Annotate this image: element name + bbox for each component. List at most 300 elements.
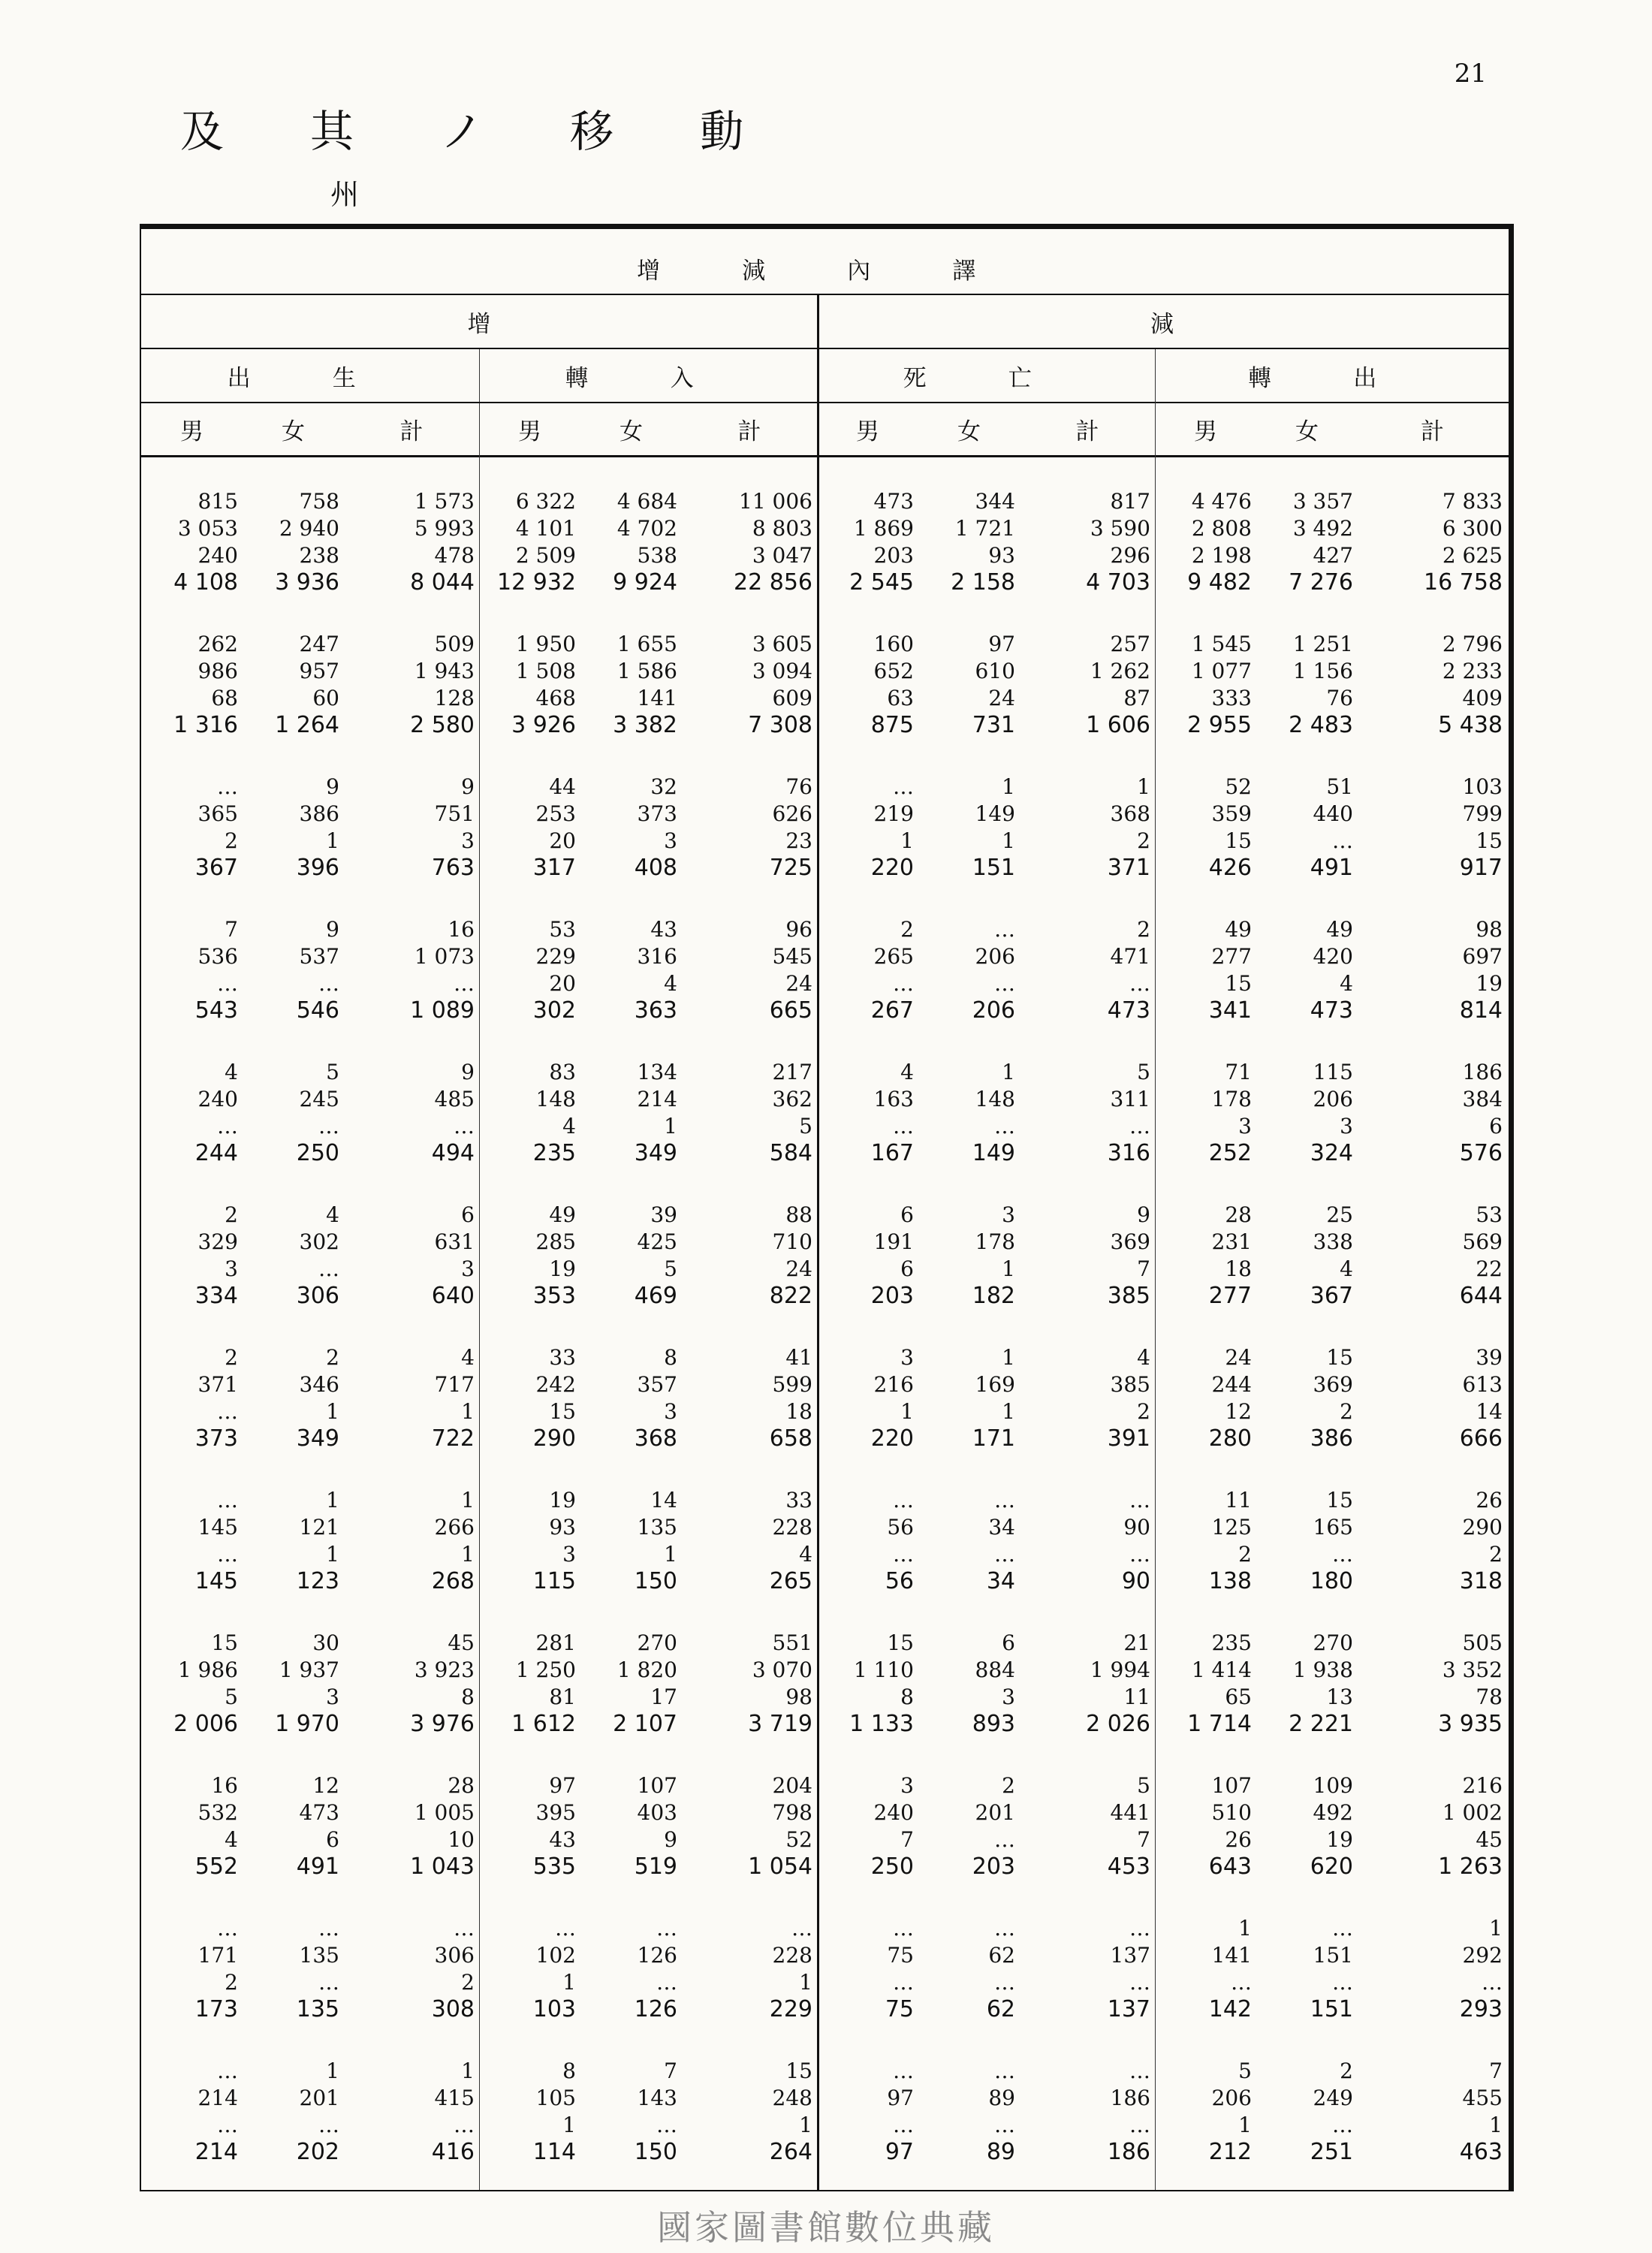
table-cell: 1 937 <box>279 1657 339 1682</box>
table-row-group <box>141 1060 1509 1202</box>
table-cell: 1 251 <box>1292 632 1353 656</box>
table-cell: 138 <box>1208 1568 1252 1594</box>
table-cell: … <box>217 774 238 799</box>
table-cell: 290 <box>1462 1515 1503 1540</box>
table-cell: 1 110 <box>853 1657 914 1682</box>
table-cell: 357 <box>637 1372 677 1397</box>
header-total: 計 <box>399 418 424 445</box>
table-cell: 89 <box>988 2086 1015 2110</box>
table-cell: 52 <box>1225 774 1252 799</box>
table-cell: 306 <box>434 1943 475 1968</box>
table-cell: … <box>656 1970 677 1995</box>
table-cell: … <box>994 1970 1015 1995</box>
table-cell: 469 <box>634 1283 677 1309</box>
table-cell: 3 936 <box>275 569 339 596</box>
table-cell: 145 <box>197 1515 238 1540</box>
table-cell: 2 <box>225 1970 238 1995</box>
table-cell: 509 <box>434 632 475 656</box>
table-cell: 206 <box>1313 1087 1353 1111</box>
table-cell: 121 <box>299 1515 339 1540</box>
table-cell: 599 <box>772 1372 812 1397</box>
table-cell: 252 <box>1208 1140 1252 1166</box>
table-cell: … <box>1332 828 1353 853</box>
table-cell: 10 <box>448 1827 475 1852</box>
table-cell: 308 <box>431 1996 475 2022</box>
table-cell: 875 <box>870 712 914 738</box>
table-cell: 97 <box>887 2086 914 2110</box>
table-cell: 281 <box>535 1630 576 1655</box>
divider <box>479 349 480 402</box>
table-cell: 270 <box>637 1630 677 1655</box>
table-cell: 2 580 <box>410 712 475 738</box>
table-row <box>141 516 1509 541</box>
table-cell: … <box>994 1827 1015 1852</box>
table-cell: 346 <box>299 1372 339 1397</box>
header-increase: 增 <box>467 310 491 338</box>
table-cell: 1 606 <box>1086 712 1150 738</box>
table-cell: 349 <box>634 1140 677 1166</box>
table-cell: 240 <box>197 1087 238 1111</box>
table-row <box>141 774 1509 800</box>
table-cell: 3 094 <box>752 659 812 683</box>
table-cell: 63 <box>887 686 914 710</box>
table-cell: 334 <box>194 1283 238 1309</box>
table-cell: 1 <box>900 1399 914 1424</box>
table-cell: 316 <box>637 944 677 969</box>
table-cell: 551 <box>772 1630 812 1655</box>
table-cell: 43 <box>549 1827 576 1852</box>
table-cell: 9 <box>461 1060 475 1084</box>
table-row <box>141 543 1509 569</box>
table-row <box>141 1657 1509 1683</box>
table-cell: 126 <box>634 1996 677 2022</box>
table-cell: 2 <box>1137 1399 1150 1424</box>
header-female: 女 <box>1295 418 1319 445</box>
table-cell: 1 <box>461 2058 475 2083</box>
table-row-total <box>141 570 1509 596</box>
table-cell: 3 719 <box>748 1711 812 1737</box>
table-cell: … <box>994 2058 1015 2083</box>
table-cell: 128 <box>434 686 475 710</box>
table-row <box>141 2086 1509 2111</box>
table-cell: 1 263 <box>1438 1853 1503 1880</box>
table-cell: 1 262 <box>1090 659 1150 683</box>
table-cell: 538 <box>637 543 677 568</box>
running-title <box>180 96 830 159</box>
table-cell: … <box>994 1916 1015 1941</box>
table-row <box>141 632 1509 657</box>
table-cell: 25 <box>1326 1202 1353 1227</box>
table-cell: 1 054 <box>748 1853 812 1880</box>
table-cell: 371 <box>1107 855 1150 881</box>
table-cell: 87 <box>1123 686 1150 710</box>
table-cell: 609 <box>772 686 812 710</box>
table-row-group <box>141 1488 1509 1630</box>
table-cell: 1 <box>1489 1916 1503 1941</box>
table-cell: 5 993 <box>414 516 475 541</box>
table-row <box>141 801 1509 827</box>
table-row <box>141 1087 1509 1112</box>
header-row-3 <box>141 349 1509 403</box>
table-cell: 710 <box>772 1229 812 1254</box>
table-cell: 311 <box>1110 1087 1150 1111</box>
table-cell: … <box>791 1916 812 1941</box>
table-cell: 468 <box>535 686 576 710</box>
table-row <box>141 1684 1509 1710</box>
table-cell: 290 <box>532 1425 576 1452</box>
table-cell: 2 <box>1340 1399 1353 1424</box>
table-cell: 126 <box>637 1943 677 1968</box>
table-cell: 7 276 <box>1289 569 1353 596</box>
table-cell: 3 590 <box>1090 516 1150 541</box>
table-cell: 957 <box>299 659 339 683</box>
table-row-total <box>141 1997 1509 2022</box>
table-cell: 18 <box>785 1399 812 1424</box>
table-cell: 3 <box>225 1256 238 1281</box>
table-cell: 3 926 <box>511 712 576 738</box>
header-male: 男 <box>856 418 879 445</box>
table-cell: 169 <box>975 1372 1015 1397</box>
table-cell: 75 <box>885 1996 914 2022</box>
table-cell: 206 <box>972 997 1015 1024</box>
table-cell: 253 <box>535 801 576 826</box>
table-cell: … <box>994 1114 1015 1139</box>
table-cell: 3 047 <box>752 543 812 568</box>
table-cell: 235 <box>1211 1630 1252 1655</box>
table-cell: 240 <box>197 543 238 568</box>
table-cell: 6 <box>461 1202 475 1227</box>
table-cell: 53 <box>549 917 576 942</box>
table-cell: 5 <box>1137 1773 1150 1798</box>
table-cell: 1 714 <box>1187 1711 1252 1737</box>
table-cell: 620 <box>1310 1853 1353 1880</box>
table-cell: 4 684 <box>616 489 677 514</box>
table-cell: 97 <box>549 1773 576 1798</box>
header-female: 女 <box>282 418 305 445</box>
table-row <box>141 917 1509 943</box>
table-cell: … <box>1482 1970 1503 1995</box>
table-cell: 491 <box>296 1853 339 1880</box>
table-cell: 165 <box>1313 1515 1353 1540</box>
table-cell: 9 <box>1137 1202 1150 1227</box>
table-row-total <box>141 1141 1509 1166</box>
table-cell: 9 <box>461 774 475 799</box>
table-cell: 76 <box>785 774 812 799</box>
table-cell: 28 <box>448 1773 475 1798</box>
table-cell: 62 <box>986 1996 1015 2022</box>
table-cell: 56 <box>885 1568 914 1594</box>
table-cell: 631 <box>434 1229 475 1254</box>
table-cell: … <box>217 2058 238 2083</box>
table-row <box>141 489 1509 514</box>
table-cell: 302 <box>532 997 576 1024</box>
table-cell: 1 077 <box>1191 659 1252 683</box>
table-cell: … <box>217 1542 238 1567</box>
table-cell: 396 <box>296 855 339 881</box>
table-cell: 242 <box>535 1372 576 1397</box>
table-cell: 2 <box>1002 1773 1015 1798</box>
table-cell: 473 <box>299 1800 339 1825</box>
table-cell: 316 <box>1107 1140 1150 1166</box>
table-cell: 1 943 <box>414 659 475 683</box>
table-cell: 262 <box>197 632 238 656</box>
table-cell: 167 <box>870 1140 914 1166</box>
table-cell: 643 <box>1208 1853 1252 1880</box>
table-cell: 45 <box>448 1630 475 1655</box>
table-cell: 49 <box>549 1202 576 1227</box>
table-cell: … <box>217 1488 238 1513</box>
table-cell: 425 <box>637 1229 677 1254</box>
table-cell: 725 <box>769 855 812 881</box>
table-row-group <box>141 1916 1509 2058</box>
table-cell: … <box>893 2113 914 2137</box>
table-cell: 1 950 <box>515 632 576 656</box>
table-cell: 296 <box>1110 543 1150 568</box>
table-cell: 62 <box>988 1943 1015 1968</box>
table-cell: 1 <box>1238 1916 1252 1941</box>
table-cell: 98 <box>785 1684 812 1709</box>
table-cell: 4 702 <box>616 516 677 541</box>
table-cell: 5 <box>1137 1060 1150 1084</box>
table-cell: 20 <box>549 828 576 853</box>
table-cell: 52 <box>785 1827 812 1852</box>
table-cell: 1 938 <box>1292 1657 1353 1682</box>
table-cell: 610 <box>975 659 1015 683</box>
header-deaths: 死 亡 <box>903 364 1069 392</box>
table-cell: 76 <box>1326 686 1353 710</box>
page-number: 21 <box>1454 59 1487 89</box>
table-cell: 1 <box>562 2113 576 2137</box>
table-cell: 3 352 <box>1442 1657 1503 1682</box>
table-cell: 3 <box>1002 1684 1015 1709</box>
table-cell: 34 <box>986 1568 1015 1594</box>
table-cell: 798 <box>772 1800 812 1825</box>
running-title-char: 其 <box>310 106 354 157</box>
table-cell: 2 625 <box>1442 543 1503 568</box>
table-cell: 473 <box>1107 997 1150 1024</box>
table-cell: 986 <box>197 659 238 683</box>
table-cell: 552 <box>194 1853 238 1880</box>
table-cell: 105 <box>535 2086 576 2110</box>
table-cell: 149 <box>972 1140 1015 1166</box>
table-cell: 4 <box>562 1114 576 1139</box>
table-cell: 2 198 <box>1191 543 1252 568</box>
table-cell: 201 <box>975 1800 1015 1825</box>
table-cell: 1 133 <box>849 1711 914 1737</box>
table-cell: 19 <box>549 1488 576 1513</box>
table-cell: 24 <box>785 971 812 996</box>
table-cell: 324 <box>1310 1140 1353 1166</box>
table-cell: 250 <box>870 1853 914 1880</box>
table-cell: 1 <box>1489 2113 1503 2137</box>
table-cell: 81 <box>549 1684 576 1709</box>
table-row <box>141 1827 1509 1853</box>
table-row <box>141 2113 1509 2138</box>
table-cell: 2 <box>225 1202 238 1227</box>
table-cell: … <box>893 1542 914 1567</box>
table-cell: 293 <box>1459 1996 1503 2022</box>
table-cell: 815 <box>197 489 238 514</box>
table-cell: 385 <box>1107 1283 1150 1309</box>
table-cell: 317 <box>532 855 576 881</box>
table-cell: 463 <box>1459 2139 1503 2165</box>
table-cell: 1 586 <box>616 659 677 683</box>
table-cell: … <box>454 1916 475 1941</box>
table-cell: 2 006 <box>173 1711 238 1737</box>
table-cell: 206 <box>1211 2086 1252 2110</box>
table-cell: 416 <box>431 2139 475 2165</box>
table-cell: 441 <box>1110 1800 1150 1825</box>
table-cell: 216 <box>1462 1773 1503 1798</box>
table-row-group <box>141 2058 1509 2201</box>
table-cell: 510 <box>1211 1800 1252 1825</box>
table-cell: 88 <box>785 1202 812 1227</box>
table-cell: 7 <box>1137 1256 1150 1281</box>
table-cell: 408 <box>634 855 677 881</box>
table-cell: 1 002 <box>1442 1800 1503 1825</box>
table-cell: 34 <box>988 1515 1015 1540</box>
table-cell: 219 <box>873 801 914 826</box>
table-cell: 149 <box>975 801 1015 826</box>
table-row-total <box>141 1426 1509 1452</box>
table-cell: 302 <box>299 1229 339 1254</box>
table-cell: 2 <box>1489 1542 1503 1567</box>
table-row-group <box>141 632 1509 774</box>
table-cell: 3 053 <box>177 516 238 541</box>
table-cell: 135 <box>637 1515 677 1540</box>
table-cell: 333 <box>1211 686 1252 710</box>
table-cell: 799 <box>1462 801 1503 826</box>
table-cell: 39 <box>650 1202 677 1227</box>
table-cell: 341 <box>1208 997 1252 1024</box>
table-cell: 5 438 <box>1438 712 1503 738</box>
table-cell: 107 <box>637 1773 677 1798</box>
table-cell: 537 <box>299 944 339 969</box>
table-cell: 2 <box>900 917 914 942</box>
header-increase-decrease-breakdown: 增 減 內 譯 <box>637 257 1013 285</box>
table-cell: 134 <box>637 1060 677 1084</box>
table-cell: 2 <box>225 1345 238 1370</box>
table-cell: 2 483 <box>1289 712 1353 738</box>
table-cell: 384 <box>1462 1087 1503 1111</box>
table-cell: 114 <box>532 2139 576 2165</box>
table-cell: 569 <box>1462 1229 1503 1254</box>
table-row-total <box>141 713 1509 738</box>
header-row-4 <box>141 403 1509 457</box>
table-row <box>141 1970 1509 1995</box>
table-cell: 228 <box>772 1515 812 1540</box>
table-cell: … <box>893 1488 914 1513</box>
table-cell: … <box>318 1916 339 1941</box>
running-title-char: ノ <box>440 106 484 157</box>
table-cell: … <box>318 2113 339 2137</box>
table-cell: 39 <box>1476 1345 1503 1370</box>
table-cell: … <box>555 1916 576 1941</box>
table-cell: 697 <box>1462 944 1503 969</box>
header-transfers-in: 轉 入 <box>565 364 731 392</box>
statistics-table <box>140 224 1514 2191</box>
table-row <box>141 1630 1509 1656</box>
table-row <box>141 659 1509 684</box>
table-cell: 427 <box>1313 543 1353 568</box>
table-cell: 24 <box>1225 1345 1252 1370</box>
table-cell: 1 994 <box>1090 1657 1150 1682</box>
table-cell: 473 <box>1310 997 1353 1024</box>
table-cell: … <box>893 1916 914 1941</box>
running-title-char: 及 <box>180 106 225 157</box>
table-cell: 3 <box>461 828 475 853</box>
table-cell: 151 <box>972 855 1015 881</box>
table-cell: 171 <box>972 1425 1015 1452</box>
table-cell: 150 <box>634 2139 677 2165</box>
table-cell: 30 <box>312 1630 339 1655</box>
table-cell: 817 <box>1110 489 1150 514</box>
table-cell: 362 <box>772 1087 812 1111</box>
table-cell: 148 <box>535 1087 576 1111</box>
table-cell: 1 <box>900 828 914 853</box>
table-cell: … <box>656 2113 677 2137</box>
table-cell: 148 <box>975 1087 1015 1111</box>
table-cell: 3 605 <box>752 632 812 656</box>
table-cell: … <box>454 971 475 996</box>
table-cell: 229 <box>535 944 576 969</box>
table-cell: 4 <box>664 971 677 996</box>
table-cell: 33 <box>549 1345 576 1370</box>
table-cell: 884 <box>975 1657 1015 1682</box>
table-cell: 15 <box>1476 828 1503 853</box>
table-cell: 8 <box>461 1684 475 1709</box>
table-cell: … <box>217 971 238 996</box>
table-cell: 7 <box>1137 1827 1150 1852</box>
table-row-group <box>141 489 1509 632</box>
table-cell: 9 <box>326 917 339 942</box>
table-cell: 12 932 <box>497 569 576 596</box>
table-cell: 96 <box>785 917 812 942</box>
table-cell: 186 <box>1107 2139 1150 2165</box>
table-cell: 371 <box>197 1372 238 1397</box>
table-cell: 2 026 <box>1086 1711 1150 1737</box>
table-cell: 6 322 <box>515 489 576 514</box>
table-cell: 97 <box>988 632 1015 656</box>
header-male: 男 <box>1194 418 1217 445</box>
table-cell: 7 <box>225 917 238 942</box>
table-cell: 201 <box>299 2086 339 2110</box>
table-cell: 19 <box>1476 971 1503 996</box>
table-cell: 1 612 <box>511 1711 576 1737</box>
table-cell: 135 <box>296 1996 339 2022</box>
table-row-total <box>141 1854 1509 1880</box>
table-cell: 214 <box>637 1087 677 1111</box>
table-cell: 2 107 <box>613 1711 677 1737</box>
table-row <box>141 1399 1509 1425</box>
table-cell: 3 357 <box>1292 489 1353 514</box>
table-cell: 2 158 <box>951 569 1015 596</box>
table-cell: 7 <box>1489 2058 1503 2083</box>
table-cell: … <box>217 1114 238 1139</box>
table-cell: 56 <box>887 1515 914 1540</box>
table-cell: 8 <box>562 2058 576 2083</box>
table-cell: 265 <box>769 1568 812 1594</box>
table-cell: 373 <box>637 801 677 826</box>
table-cell: 3 923 <box>414 1657 475 1682</box>
table-row <box>141 828 1509 854</box>
table-cell: 4 101 <box>515 516 576 541</box>
table-cell: 65 <box>1225 1684 1252 1709</box>
table-cell: 28 <box>1225 1202 1252 1227</box>
table-cell: 478 <box>434 543 475 568</box>
table-cell: 318 <box>1459 1568 1503 1594</box>
table-cell: 214 <box>194 2139 238 2165</box>
